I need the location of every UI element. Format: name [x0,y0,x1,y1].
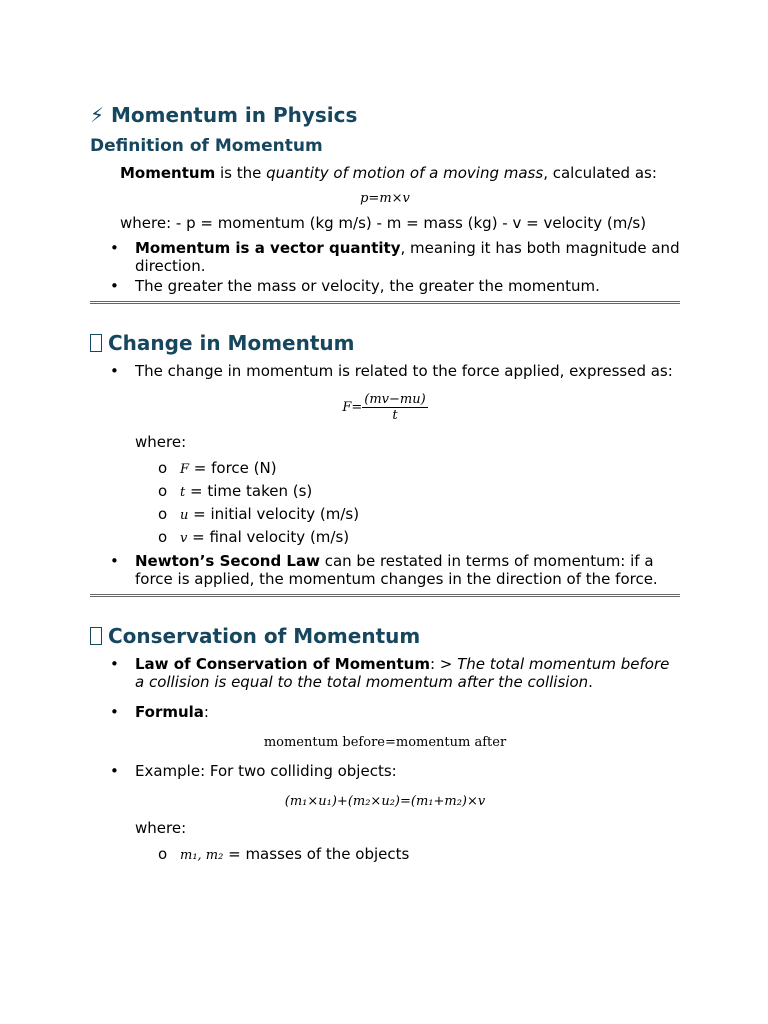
box-icon [90,334,102,352]
list-item: • Momentum is a vector quantity, meaning it has both magnitude and direction. [90,239,680,275]
conservation-where: where: [135,819,187,837]
list-item: o m₁, m₂ = masses of the objects [90,845,680,865]
section-divider [90,594,680,597]
conservation-variable-list [90,845,680,865]
momentum-formula: p=m×v [360,191,410,206]
change-bullets [90,362,680,380]
box-icon [90,627,102,645]
change-bullets-2 [90,552,680,588]
change-where: where: [135,433,187,451]
collision-formula: (m₁×u₁)+(m₂×u₂)=(m₁+m₂)×v [284,794,486,809]
definition-heading: Definition of Momentum [90,136,323,156]
list-item: • The greater the mass or velocity, the greater the momentum. [90,277,680,295]
conservation-bullets-2 [90,762,680,780]
document-page [90,100,680,868]
force-formula: F= $\frac{(mv-mu)}{t}$ [342,392,426,423]
change-variable-list [90,459,680,548]
list-item: • Newton’s Second Law can be restated in terms of momentum: if a force is applied, the momentum changes in the direction of the force. [90,552,680,588]
list-item: • Formula: [90,703,680,721]
conservation-bullets [90,655,680,721]
page-title-text: Momentum in Physics [111,103,358,127]
conservation-formula: momentum before=momentum after [263,735,507,750]
definition-intro: Momentum is the quantity of motion of a moving mass, calculated as: [120,164,657,182]
change-heading: Change in Momentum [90,328,680,358]
list-item: o u = initial velocity (m/s) [90,505,680,525]
page-title [90,100,680,130]
conservation-heading: Conservation of Momentum [90,621,680,651]
list-item: o v = final velocity (m/s) [90,528,680,548]
definition-bullets [90,239,680,295]
lightning-icon: ⚡ [90,103,105,127]
list-item: • Law of Conservation of Momentum: > The total momentum before a collision is equal to the total momentum after the collision. [90,655,680,691]
section-divider [90,301,680,304]
list-item: o F = force (N) [90,459,680,479]
list-item: • The change in momentum is related to the force applied, expressed as: [90,362,680,380]
list-item: o t = time taken (s) [90,482,680,502]
definition-where: where: - p = momentum (kg m/s) - m = mass (kg) - v = velocity (m/s) [120,214,647,232]
list-item: • Example: For two colliding objects: [90,762,680,780]
